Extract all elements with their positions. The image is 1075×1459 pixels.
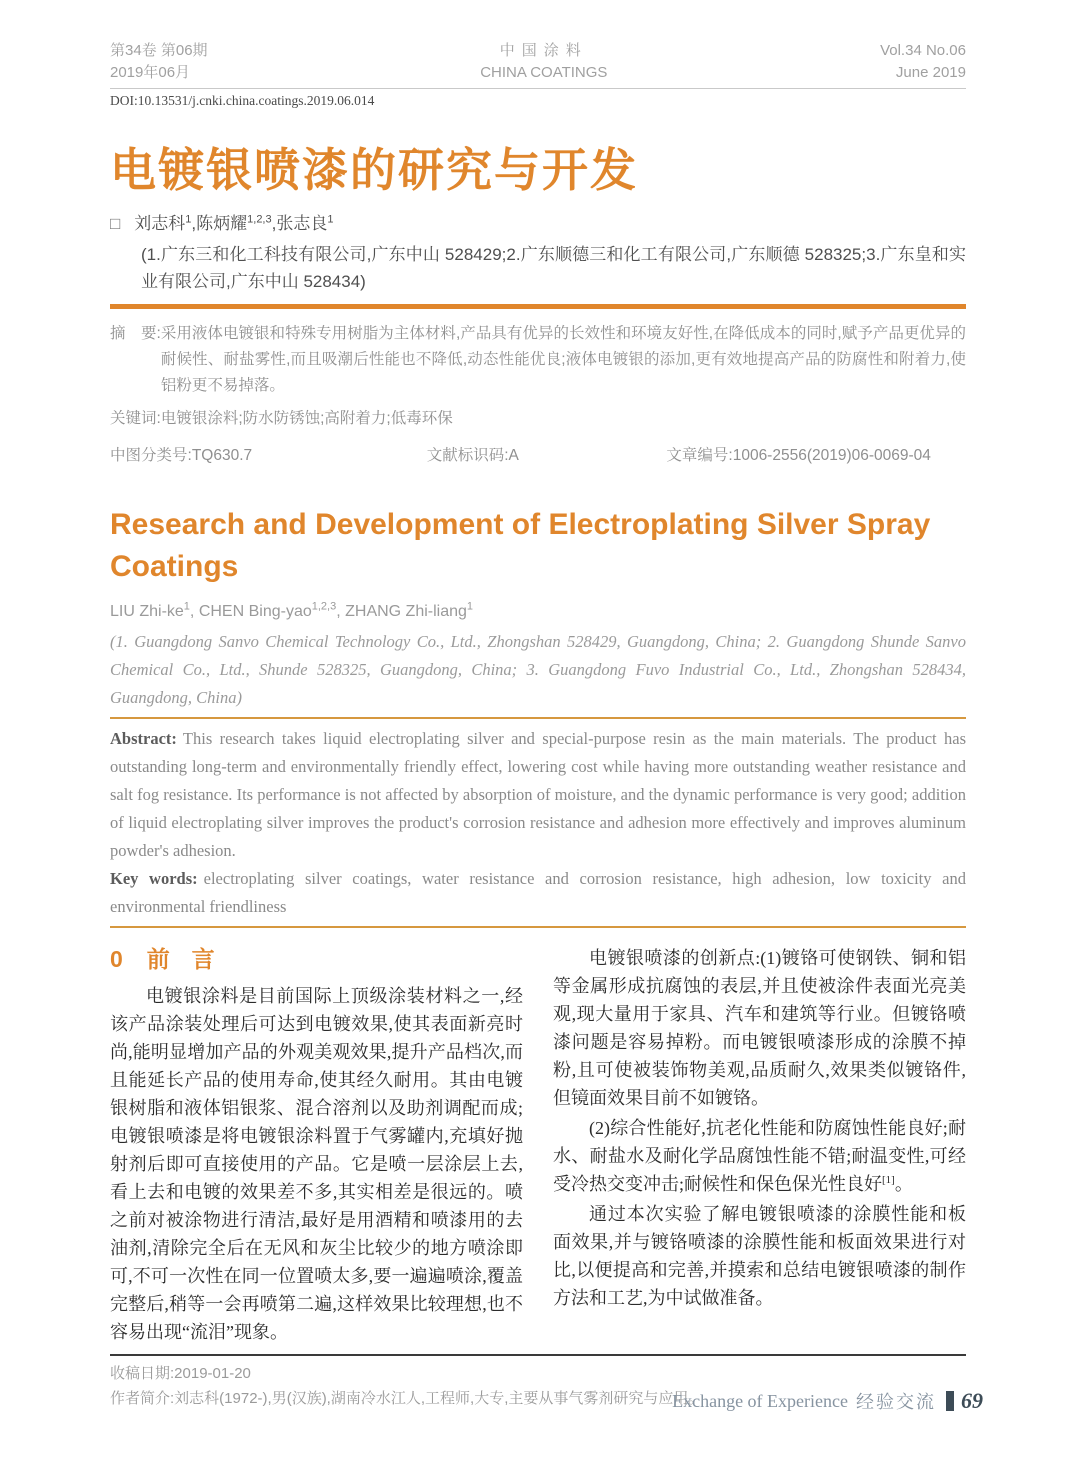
keywords-cn — [110, 406, 966, 432]
header-journal-name — [480, 40, 607, 84]
page-footer — [672, 1388, 983, 1414]
date-cn: 2019年06月 — [110, 64, 191, 81]
footer-section-en: Exchange of Experience — [672, 1390, 848, 1411]
body-paragraph-right-2 — [553, 1114, 966, 1198]
abstract-en-label: Abstract: — [110, 729, 177, 748]
classification-row — [110, 444, 966, 468]
body-columns — [110, 944, 966, 1346]
abstract-cn-label: 摘 要: — [110, 325, 161, 342]
volume-issue-en: Vol.34 No.06 — [880, 42, 966, 59]
author-cn-1-sup: 1 — [185, 213, 192, 226]
keywords-cn-text: 电镀银涂料;防水防锈蚀;高附着力;低毒环保 — [160, 410, 453, 427]
document-code — [427, 444, 667, 468]
right-p2-text: (2)综合性能好,抗老化性能和防腐蚀性能良好;耐水、耐盐水及耐化学品腐蚀性能不错;耐温变性,可经受冷热交变冲击;耐候性和保色保光性良好 — [553, 1118, 966, 1194]
keywords-en — [110, 865, 966, 921]
right-p2-end: 。 — [894, 1174, 913, 1194]
section-heading-0 — [110, 944, 523, 974]
header-volume-en — [880, 40, 966, 84]
affiliation-cn: (1.广东三和化工科技有限公司,广东中山 528429;2.广东顺德三和化工有限公司,广东顺德 528325;3.广东皇和实业有限公司,广东中山 528434) — [141, 245, 966, 291]
author-cn-1: 刘志科 — [134, 214, 186, 233]
authors-cn — [110, 211, 966, 237]
author-en-3-sup: 1 — [466, 600, 474, 613]
right-column — [553, 944, 966, 1346]
footnote-rule — [110, 1354, 966, 1356]
author-cn-2-sup: 1,2,3 — [247, 213, 272, 226]
author-en-2-sup: 1,2,3 — [311, 600, 337, 613]
orange-rule-thick — [110, 304, 966, 309]
author-cn-2: 陈炳耀 — [196, 214, 248, 233]
page-number: 69 — [961, 1388, 983, 1413]
orange-rule-thin-bottom — [110, 926, 966, 928]
body-paragraph-right-1: 电镀银喷漆的创新点:(1)镀铬可使钢铁、铜和铝等金属形成抗腐蚀的表层,并且使被涂件表面光亮美观,现大量用于家具、汽车和建筑等行业。但镀铬喷漆问题是容易掉粉。而电镀银喷漆形成的涂膜不掉粉,且可使被装饰物美观,品质耐久,效果类似镀铬件,但镜面效果目前不如镀铬。 — [553, 948, 966, 1108]
orange-rule-thin-top — [110, 717, 966, 719]
article-id-label: 文章编号: — [666, 447, 733, 464]
author-en-sep-1: , — [189, 603, 199, 620]
author-sep-1: , — [191, 214, 197, 233]
footer-bar-icon — [946, 1391, 954, 1411]
doi: DOI:10.13531/j.cnki.china.coatings.2019.06.014 — [110, 93, 375, 108]
keywords-en-text: electroplating silver coatings, water resistance and corrosion resistance, high adhesion, low toxicity and environmental friendliness — [110, 869, 966, 916]
keywords-cn-label: 关键词: — [110, 410, 161, 427]
author-cn-3-sup: 1 — [327, 213, 334, 226]
author-sep-2: , — [271, 214, 277, 233]
author-en-1-sup: 1 — [183, 600, 190, 613]
clc-label: 中图分类号: — [110, 447, 192, 464]
received-date — [110, 1361, 966, 1386]
keywords-en-label: Key words: — [110, 869, 198, 888]
author-cn-3: 张志良 — [276, 214, 328, 233]
left-column — [110, 944, 523, 1346]
author-marker-icon: □ — [110, 214, 121, 233]
author-bio-label: 作者简介: — [110, 1390, 175, 1407]
author-en-1: LIU Zhi-ke — [110, 603, 184, 620]
article-title-cn: 电镀银喷漆的研究与开发 — [110, 144, 638, 196]
page-content — [110, 0, 966, 1411]
author-bio-text: 刘志科(1972-),男(汉族),湖南冷水江人,工程师,大专,主要从事气雾剂研究与应用。 — [174, 1390, 704, 1407]
date-en: June 2019 — [895, 64, 966, 81]
volume-issue-cn: 第34卷 第06期 — [110, 42, 208, 59]
affiliation-en: (1. Guangdong Sanvo Chemical Technology Co., Ltd., Zhongshan 528429, Guangdong, China; 2. Guangdong Shunde Sanvo Chemical Co., Ltd., Shunde 528325, Guangdong, China; 3. Guangdong Fuvo Industrial Co., Ltd., Zhongshan 528434, Guangdong, China) — [110, 632, 966, 707]
clc-value: TQ630.7 — [191, 447, 253, 464]
abstract-cn — [110, 321, 966, 399]
author-en-sep-2: , — [336, 603, 346, 620]
body-paragraph-right-3: 通过本次实验了解电镀银喷漆的涂膜性能和板面效果,并与镀铬喷漆的涂膜性能和板面效果进行对比,以便提高和完善,并摸索和总结电镀银喷漆的制作方法和工艺,为中试做准备。 — [553, 1204, 966, 1308]
journal-header — [110, 0, 966, 89]
abstract-cn-text: 采用液体电镀银和特殊专用树脂为主体材料,产品具有优异的长效性和环境友好性,在降低成本的同时,赋予产品更优异的耐候性、耐盐雾性,而且吸潮后性能也不降低,动态性能优良;液体电镀银的添加,更有效地提高产品的防腐性和附着力,使铝粉更不易掉落。 — [160, 325, 966, 394]
journal-name-cn: 中国涂料 — [499, 42, 588, 59]
article-id-value: 1006-2556(2019)06-0069-04 — [732, 447, 931, 464]
article-id — [666, 444, 966, 468]
article-title-en: Research and Development of Electroplating Silver Spray Coatings — [110, 508, 931, 583]
received-value: 2019-01-20 — [174, 1365, 251, 1382]
body-paragraph-left: 电镀银涂料是目前国际上顶级涂装材料之一,经该产品涂装处理后可达到电镀效果,使其表面新亮时尚,能明显增加产品的外观美观效果,提升产品档次,而且能延长产品的使用寿命,使其经久耐用。其由电镀银树脂和液体铝银浆、混合溶剂以及助剂调配而成;电镀银喷漆是将电镀银涂料置于气雾罐内,充填好抛射剂后即可直接使用的产品。它是喷一层涂层上去,看上去和电镀的效果差不多,其实相差是很远的。喷之前对被涂物进行清洁,最好是用酒精和喷漆用的去油剂,清除完全后在无风和灰尘比较少的地方喷涂即可,不可一次性在同一位置喷太多,要一遍遍喷涂,覆盖完整后,稍等一会再喷第二遍,这样效果比较理想,也不容易出现“流泪”现象。 — [110, 986, 523, 1342]
section-number: 0 — [110, 946, 123, 972]
doc-code-label: 文献标识码: — [426, 447, 509, 464]
abstract-en-text: This research takes liquid electroplating silver and special-purpose resin as the main materials. The product has outstanding long-term and environmentally friendly effect, lowering cost while having more outstanding weather resistance and salt fog resistance. Its performance is not affected by absorption of moisture, and the dynamic performance is very good; addition of liquid electroplating silver improves the product's corrosion resistance and adhesion more effectively and improves aluminum powder's adhesion. — [110, 729, 966, 860]
abstract-en — [110, 725, 966, 865]
authors-en — [110, 600, 966, 624]
header-volume-cn — [110, 40, 208, 84]
received-label: 收稿日期: — [110, 1365, 175, 1382]
section-title: 前言 — [146, 946, 237, 972]
footer-section-cn: 经验交流 — [856, 1392, 936, 1412]
author-en-2: CHEN Bing-yao — [198, 603, 312, 620]
author-en-3: ZHANG Zhi-liang — [345, 603, 467, 620]
journal-name-en: CHINA COATINGS — [480, 64, 608, 81]
clc-number — [110, 444, 427, 468]
doc-code-value: A — [508, 447, 519, 464]
reference-1-sup: [1] — [882, 1174, 895, 1186]
